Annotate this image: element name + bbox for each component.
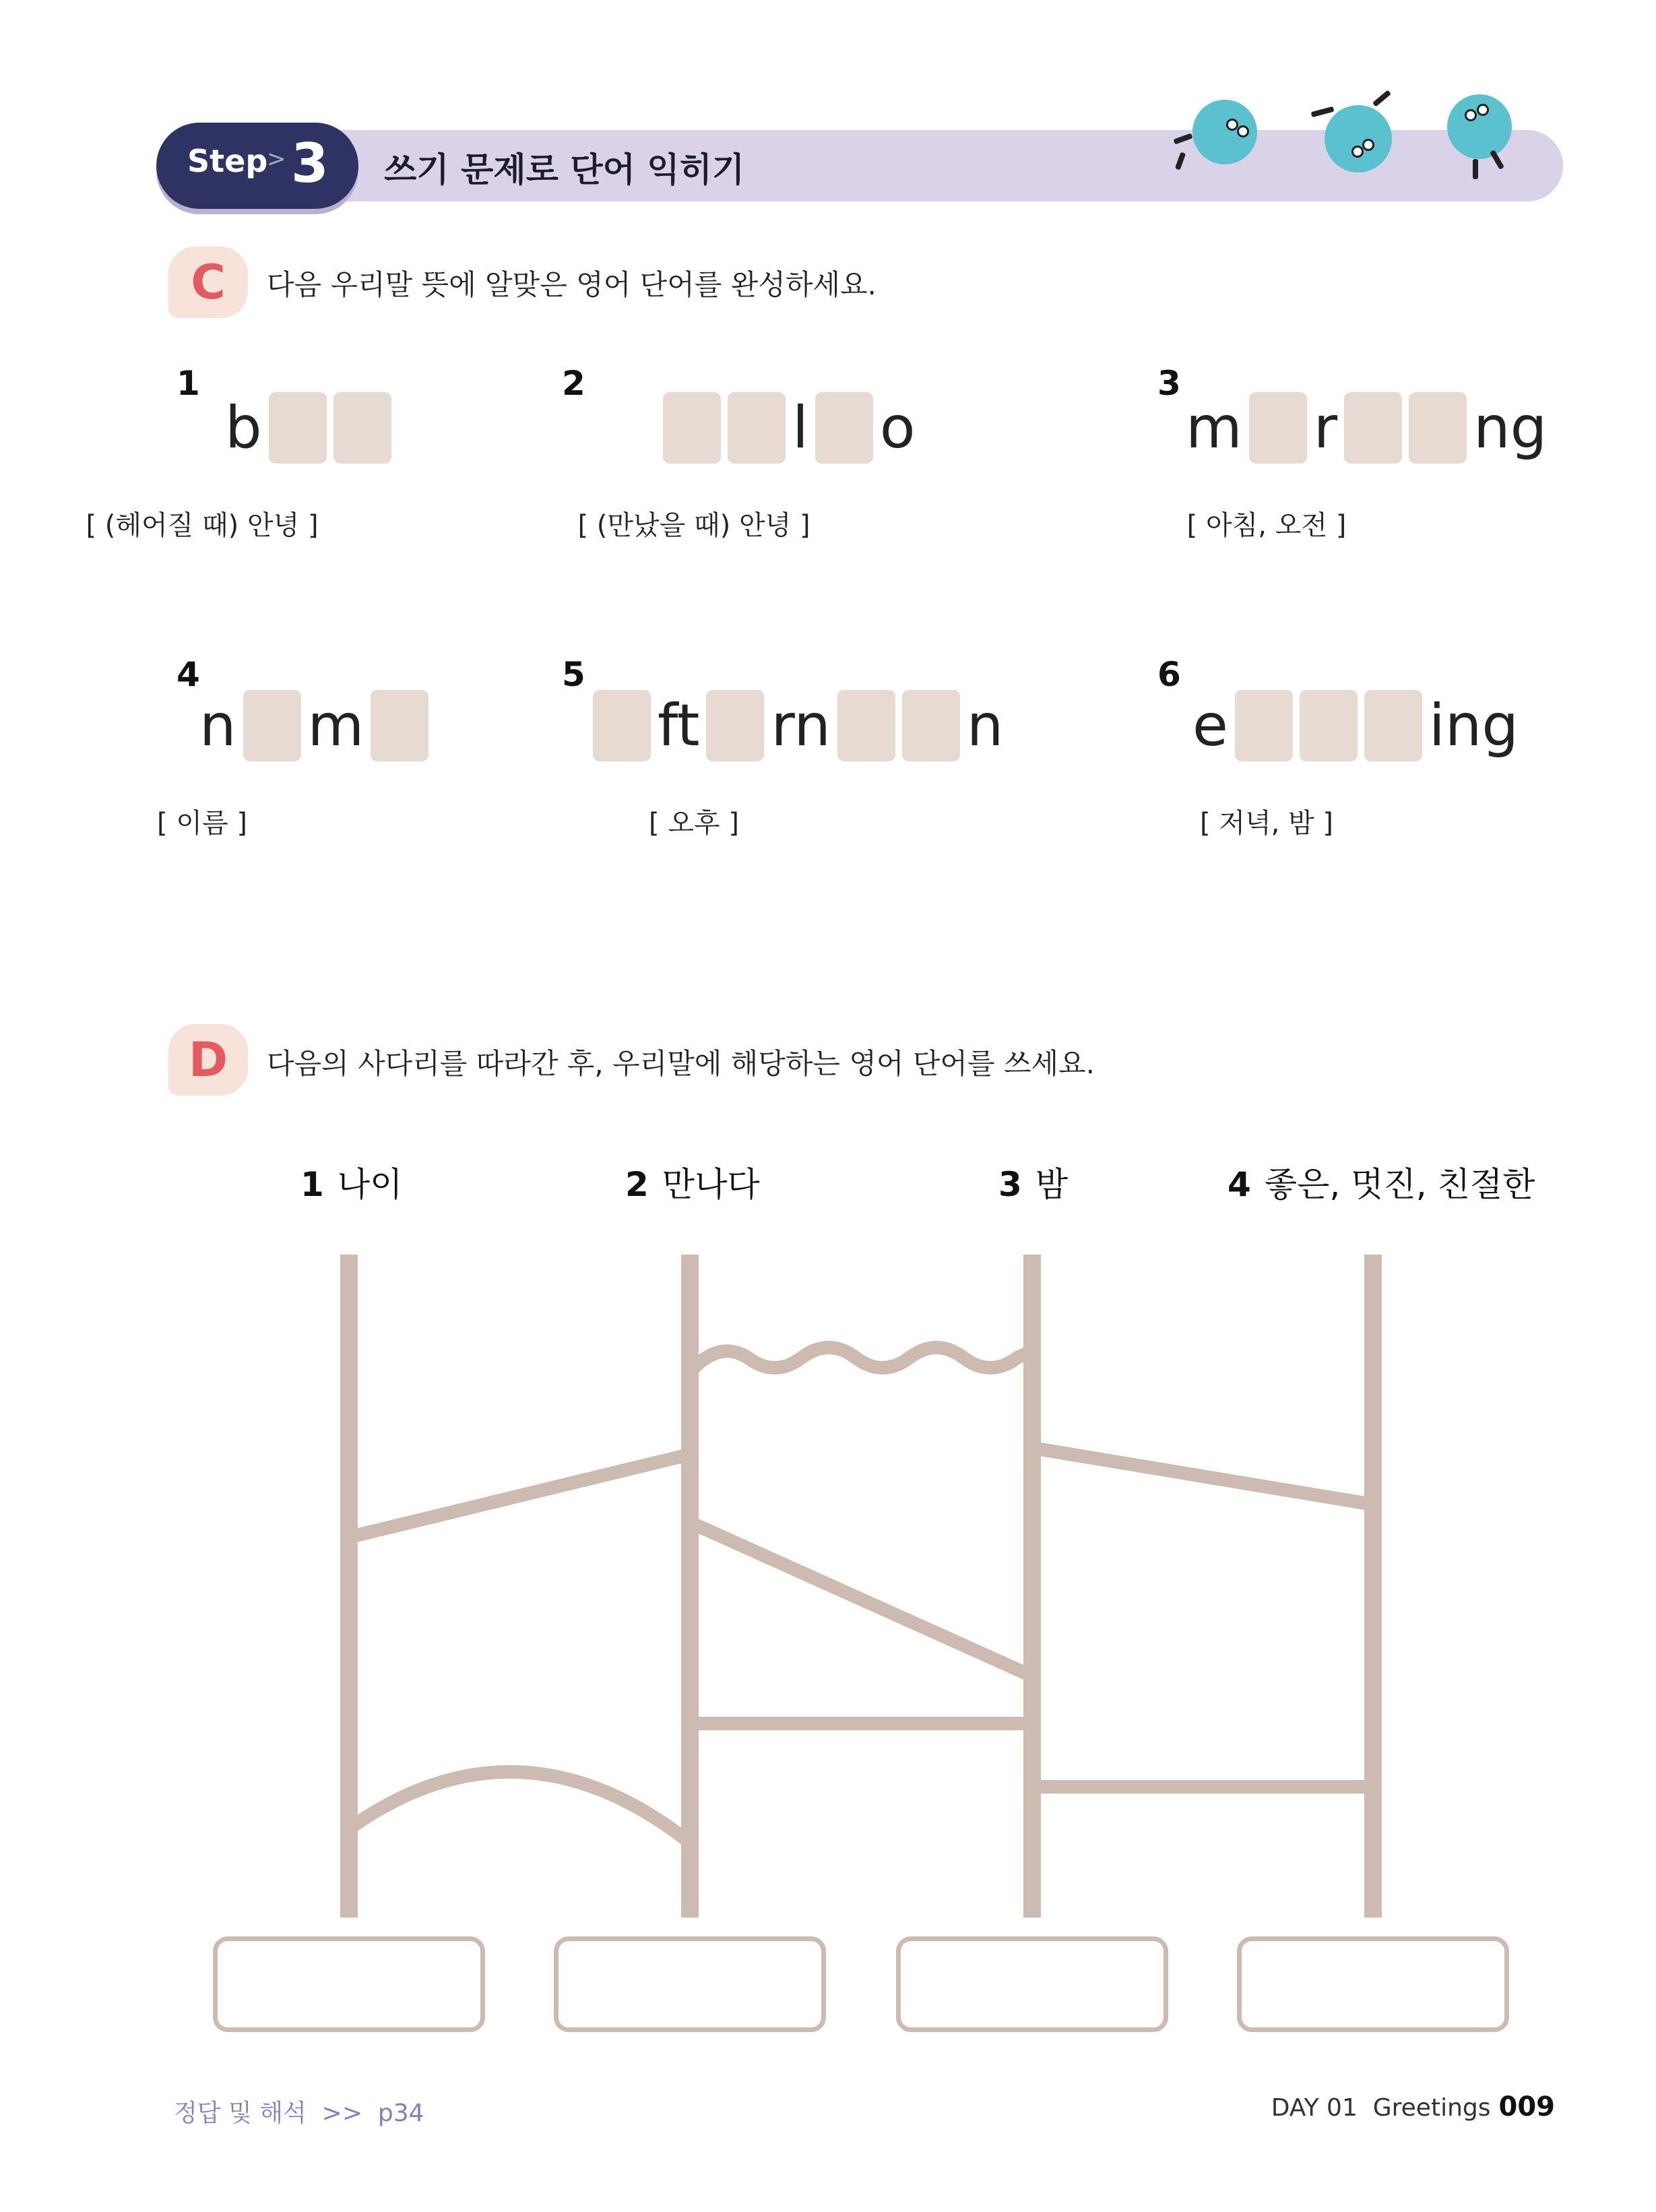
ladder-rung: [1036, 1449, 1369, 1504]
question-number: 2: [562, 364, 585, 403]
section-c-instruction: 다음 우리말 뜻에 알맞은 영어 단어를 완성하세요.: [267, 268, 877, 301]
section-d-letter: D: [188, 1032, 228, 1087]
page-footer: [1271, 2091, 1555, 2122]
question-number: 5: [562, 655, 585, 694]
section-title: 쓰기 문제로 단어 익히기: [384, 150, 745, 189]
answer-box[interactable]: [554, 1936, 826, 2032]
korean-meaning: [ 아침, 오전 ]: [1186, 510, 1347, 541]
given-letters: l: [792, 394, 808, 462]
korean-meaning: [ (만났을 때) 안녕 ]: [577, 510, 810, 541]
given-letters: ing: [1428, 692, 1519, 759]
given-letters: rn: [771, 692, 831, 759]
given-letters: n: [199, 692, 236, 759]
korean-meaning: [ (헤어질 때) 안녕 ]: [86, 510, 319, 541]
given-letters: ng: [1473, 394, 1548, 462]
ladder-rung: [694, 1524, 1028, 1674]
korean-meaning: [ 오후 ]: [649, 808, 739, 839]
chevron-right-icon: >: [267, 146, 286, 172]
ladder-word: 밤: [1035, 1165, 1069, 1204]
section-d-instruction: 다음의 사다리를 따라간 후, 우리말에 해당하는 영어 단어를 쓰세요.: [267, 1047, 1095, 1080]
given-letters: n: [966, 692, 1004, 759]
ladder-word: 나이: [337, 1165, 403, 1204]
answer-box[interactable]: [896, 1936, 1168, 2032]
korean-meaning: [ 저녁, 밤 ]: [1200, 808, 1333, 839]
ladder-rung: [353, 1455, 686, 1536]
section-c-letter: C: [191, 255, 226, 310]
given-letters: m: [1186, 394, 1242, 462]
answer-box[interactable]: [213, 1936, 485, 2032]
day-label: DAY 01 Greetings: [1271, 2094, 1491, 2122]
step-number: 3: [291, 132, 329, 195]
given-letters: e: [1192, 692, 1228, 759]
given-letters: r: [1313, 394, 1338, 462]
korean-meaning: [ 이름 ]: [157, 808, 247, 839]
question-number: 4: [177, 655, 200, 694]
ladder-rung-curved: [353, 1772, 686, 1839]
ladder-rung-wavy: [694, 1348, 1027, 1368]
given-letters: m: [307, 692, 364, 759]
ladder-word: 좋은, 멋진, 친절한: [1264, 1165, 1535, 1204]
question-number: 3: [1157, 364, 1181, 403]
ladder-number: 2: [625, 1165, 649, 1204]
answer-reference: 정답 및 해석 >> p34: [174, 2099, 424, 2127]
step-label: Step: [187, 143, 268, 179]
ladder-word: 만나다: [662, 1165, 760, 1204]
ladder-number: 3: [998, 1165, 1022, 1204]
ladder-number: 4: [1228, 1165, 1251, 1204]
question-number: 6: [1157, 655, 1181, 694]
given-letters: o: [879, 394, 916, 462]
answer-box[interactable]: [1237, 1936, 1509, 2032]
page-number: 009: [1498, 2091, 1555, 2122]
question-number: 1: [177, 364, 200, 403]
ladder-number: 1: [300, 1165, 324, 1204]
given-letters: ft: [658, 692, 700, 759]
given-letters: b: [225, 394, 262, 462]
